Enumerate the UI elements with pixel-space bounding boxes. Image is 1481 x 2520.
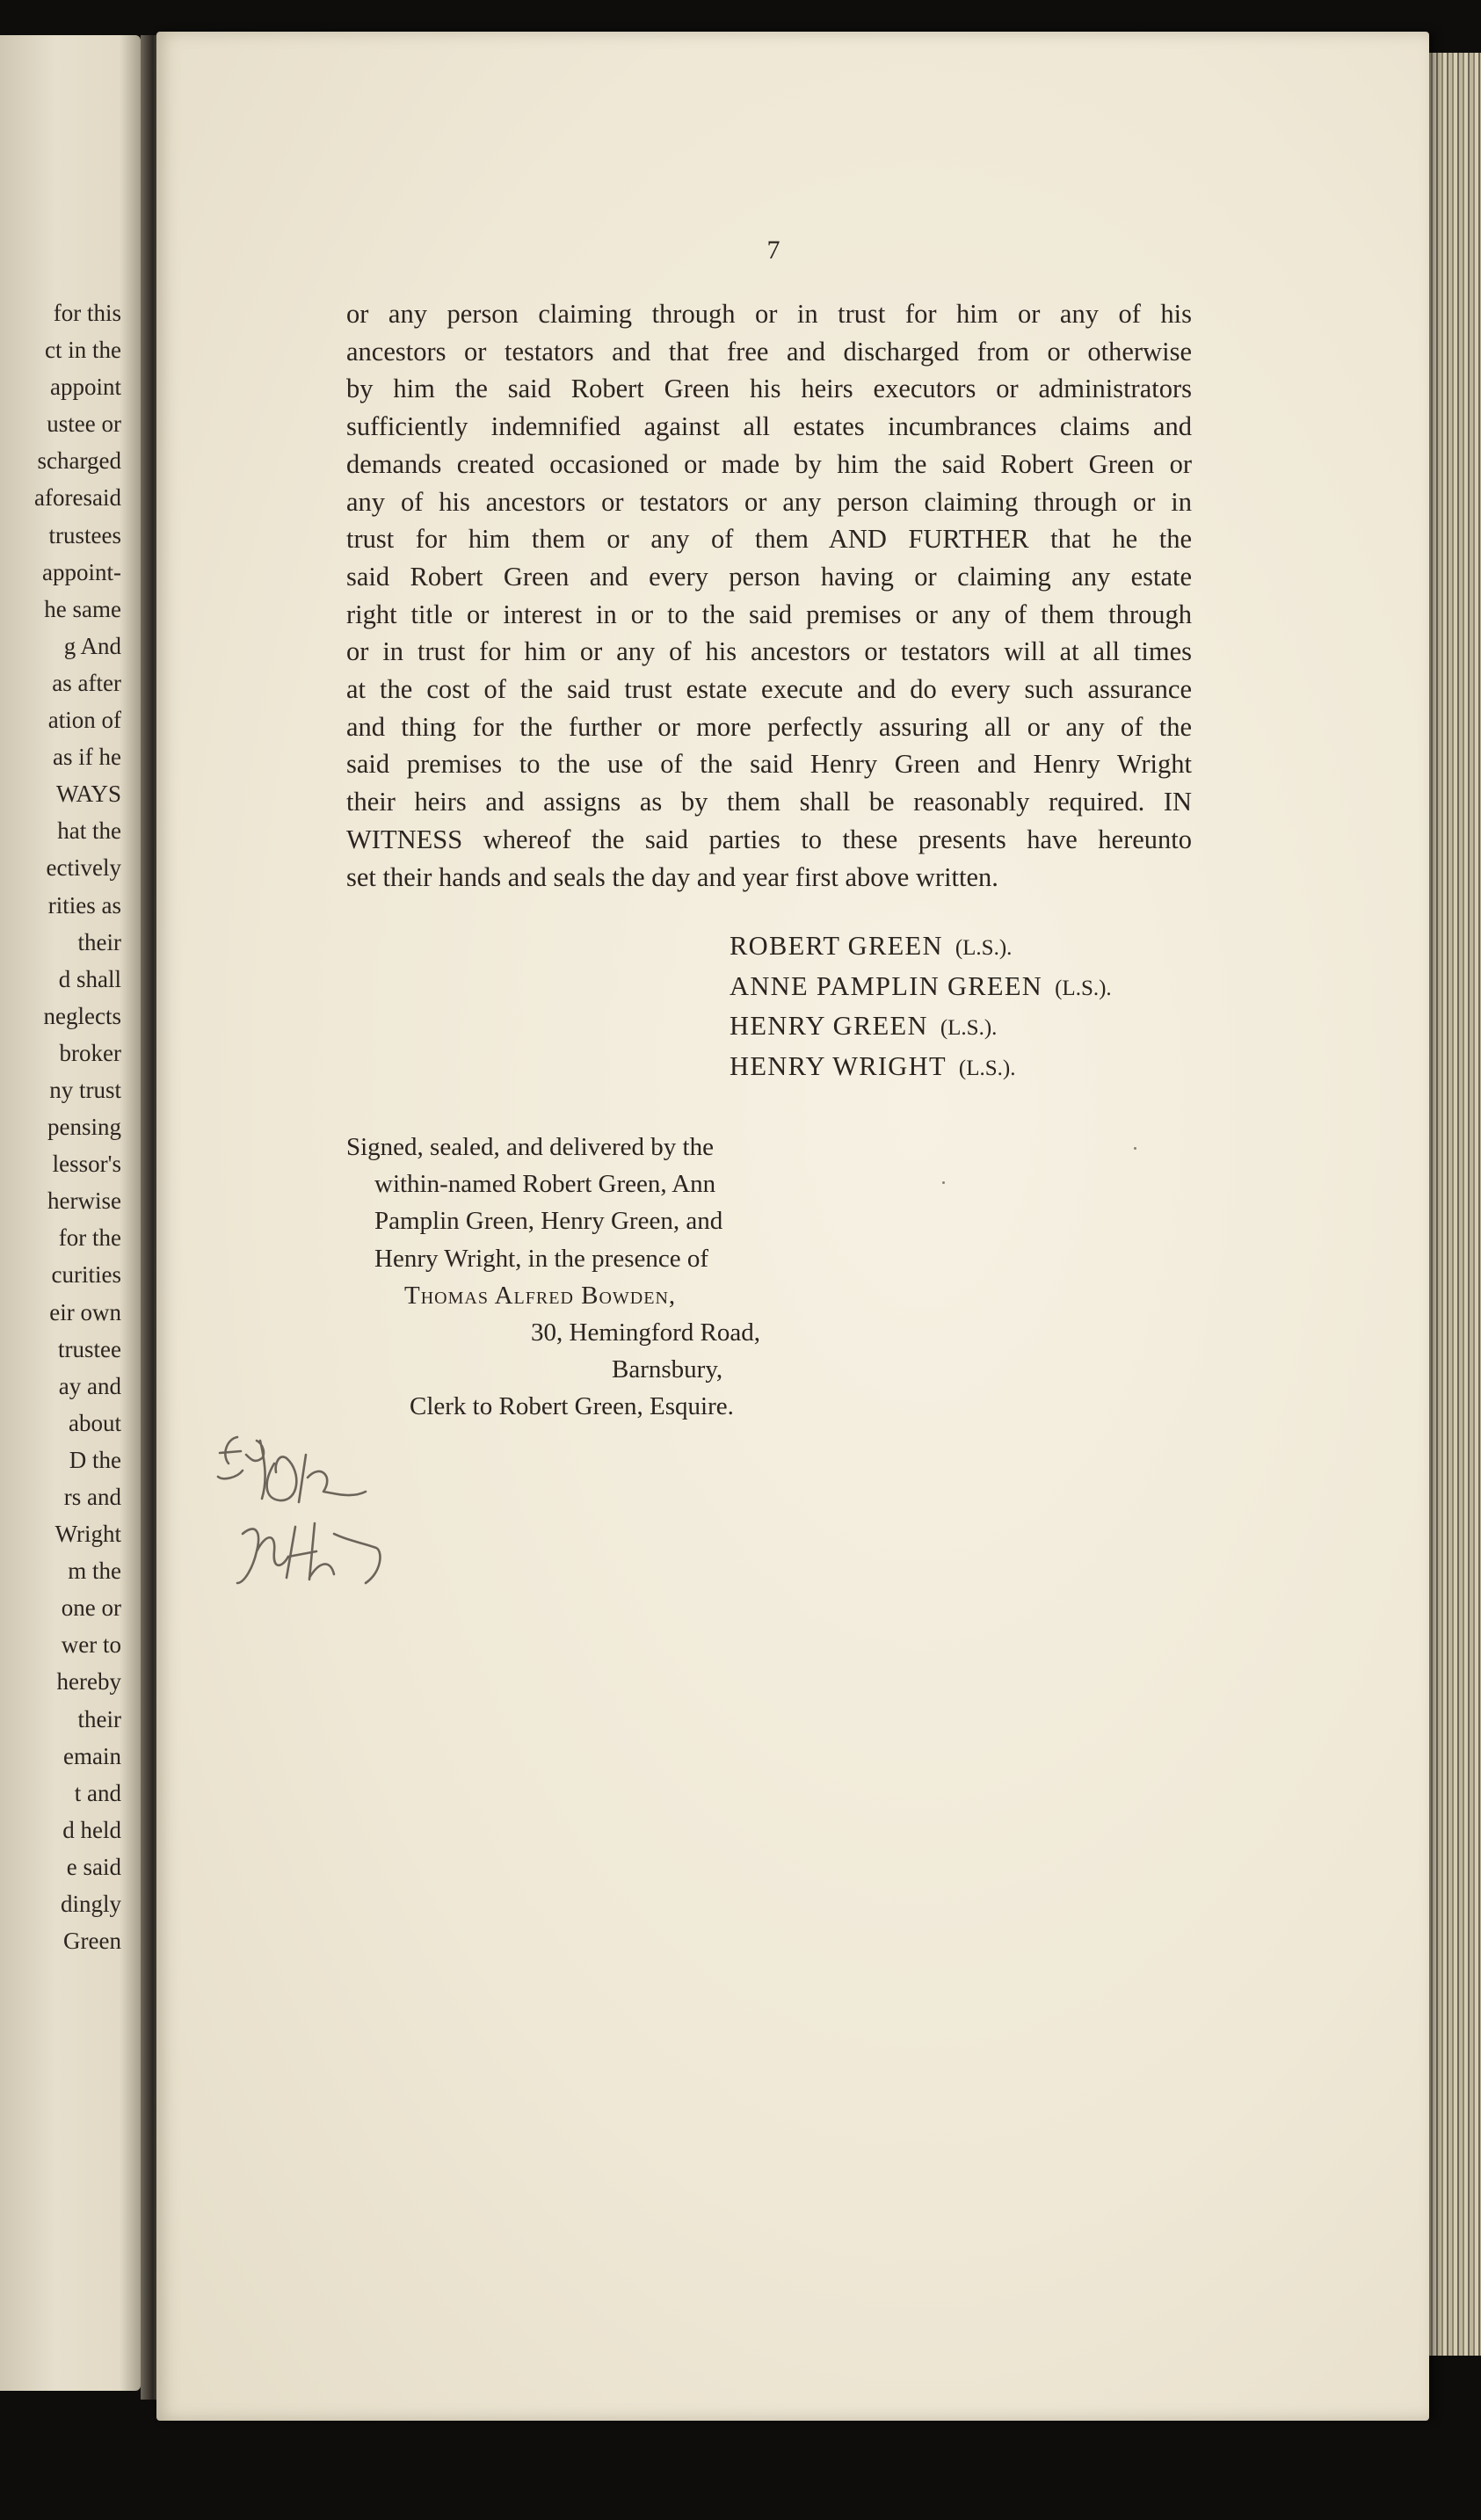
signatory-name: ANNE PAMPLIN GREEN — [730, 970, 1043, 1001]
facing-line: d held — [62, 1816, 121, 1843]
facing-line: for the — [58, 1224, 121, 1252]
facing-line: their — [77, 1705, 121, 1732]
facing-line: rs and — [63, 1484, 121, 1510]
body-line: any of his ancestors or testators or any person claiming through or in — [346, 486, 1192, 517]
facing-line: WAYS — [55, 781, 121, 808]
witness-occupation: Clerk to Robert Green, Esquire. — [410, 1392, 734, 1421]
attestation-line: within-named Robert Green, Ann — [374, 1170, 716, 1199]
facing-line: emain — [63, 1742, 121, 1769]
signatory-row — [730, 968, 1112, 1008]
facing-line: eir own — [49, 1298, 121, 1325]
facing-line: their — [77, 928, 121, 955]
body-line: by him the said Robert Green his heirs executors or administrators — [346, 374, 1192, 404]
facing-line: aforesaid — [34, 484, 121, 512]
body-line: set their hands and seals the day and year first above written. — [346, 861, 998, 892]
seal-mark: (L.S.). — [940, 1016, 998, 1040]
body-line: trust for him them or any of them AND FURTHER that he the — [346, 524, 1192, 555]
body-line: and thing for the further or more perfectly assuring all or any of the — [346, 711, 1192, 742]
facing-line: as if he — [53, 744, 121, 771]
body-line: said premises to the use of the said Henry Green and Henry Wright — [346, 749, 1192, 780]
facing-line: Green — [63, 1928, 121, 1955]
facing-line: neglects — [43, 1002, 121, 1029]
signatory-name: HENRY GREEN — [730, 1011, 928, 1041]
page-number: 7 — [766, 236, 780, 265]
facing-line: m the — [68, 1558, 121, 1585]
body-line: ancestors or testators and that free and discharged from or otherwise — [346, 336, 1192, 367]
signatory-row — [730, 1007, 1112, 1048]
attestation-line: Henry Wright, in the presence of — [374, 1244, 709, 1273]
signatory-name: HENRY WRIGHT — [730, 1050, 947, 1081]
facing-line: as after — [52, 669, 121, 696]
attestation-clause — [346, 1129, 760, 1426]
facing-line: trustees — [48, 521, 121, 548]
witness-name: Thomas Alfred Bowden, — [404, 1281, 677, 1310]
facing-line: trustee — [58, 1335, 121, 1362]
facing-line: D the — [69, 1446, 121, 1473]
paper-speck — [1134, 1147, 1136, 1150]
facing-line: Wright — [54, 1521, 121, 1548]
body-line: WITNESS whereof the said parties to these presents have hereunto — [346, 824, 1192, 854]
facing-line: scharged — [37, 447, 121, 475]
facing-line: hereby — [56, 1668, 121, 1696]
body-line: demands created occasioned or made by him the said Robert Green or — [346, 448, 1192, 479]
facing-line: hat the — [57, 817, 121, 845]
facing-line: broker — [59, 1039, 121, 1066]
handwritten-initials — [211, 1428, 431, 1639]
signatory-name: ROBERT GREEN — [730, 931, 943, 961]
facing-line: ectively — [46, 854, 121, 882]
facing-line: pensing — [47, 1114, 121, 1141]
facing-line: wer to — [61, 1631, 121, 1659]
facing-line: ation of — [47, 707, 121, 734]
body-line: their heirs and assigns as by them shall be reasonably required. IN — [346, 787, 1192, 817]
attestation-line: Pamplin Green, Henry Green, and — [374, 1207, 723, 1236]
facing-line: d shall — [58, 965, 121, 992]
signatory-row — [730, 1048, 1112, 1088]
body-line: or in trust for him or any of his ancestors or testators will at all times — [346, 636, 1192, 667]
facing-line: one or — [61, 1594, 121, 1622]
witness-address: Barnsbury, — [612, 1355, 723, 1384]
witness-address: 30, Hemingford Road, — [531, 1318, 760, 1347]
signatories-block — [730, 927, 1112, 1087]
facing-line: t and — [74, 1779, 121, 1806]
facing-line: dingly — [60, 1891, 121, 1918]
body-line: right title or interest in or to the said premises or any of them through — [346, 599, 1192, 629]
attestation-line: Signed, sealed, and delivered by the — [346, 1133, 714, 1161]
seal-mark: (L.S.). — [1055, 976, 1112, 1000]
body-line: said Robert Green and every person having or claiming any estate — [346, 561, 1192, 592]
facing-line: lessor's — [52, 1151, 121, 1178]
facing-line: for this — [53, 300, 121, 326]
facing-line: herwise — [47, 1187, 121, 1215]
facing-line: rities as — [47, 891, 121, 919]
body-line: or any person claiming through or in trust for him or any of his — [346, 299, 1192, 329]
seal-mark: (L.S.). — [958, 1056, 1016, 1080]
facing-line: about — [69, 1409, 121, 1436]
paper-speck — [942, 1181, 945, 1184]
facing-line: e said — [66, 1853, 121, 1880]
facing-line: ustee or — [47, 410, 121, 438]
facing-line: ct in the — [45, 337, 121, 364]
facing-line: curities — [51, 1261, 121, 1289]
body-line: sufficiently indemnified against all estates incumbrances claims and — [346, 411, 1192, 442]
facing-line: he same — [44, 595, 121, 622]
facing-line: ny trust — [49, 1076, 121, 1103]
seal-mark: (L.S.). — [955, 936, 1013, 960]
facing-line: ay and — [58, 1372, 121, 1399]
signatory-row — [730, 927, 1112, 968]
facing-line: appoint- — [42, 558, 121, 585]
facing-page — [0, 35, 141, 2391]
deed-body-text — [346, 295, 1192, 896]
facing-page-text-column — [0, 294, 121, 1959]
facing-line: g And — [63, 632, 121, 659]
facing-line: appoint — [50, 374, 121, 401]
body-line: at the cost of the said trust estate execute and do every such assurance — [346, 674, 1192, 705]
